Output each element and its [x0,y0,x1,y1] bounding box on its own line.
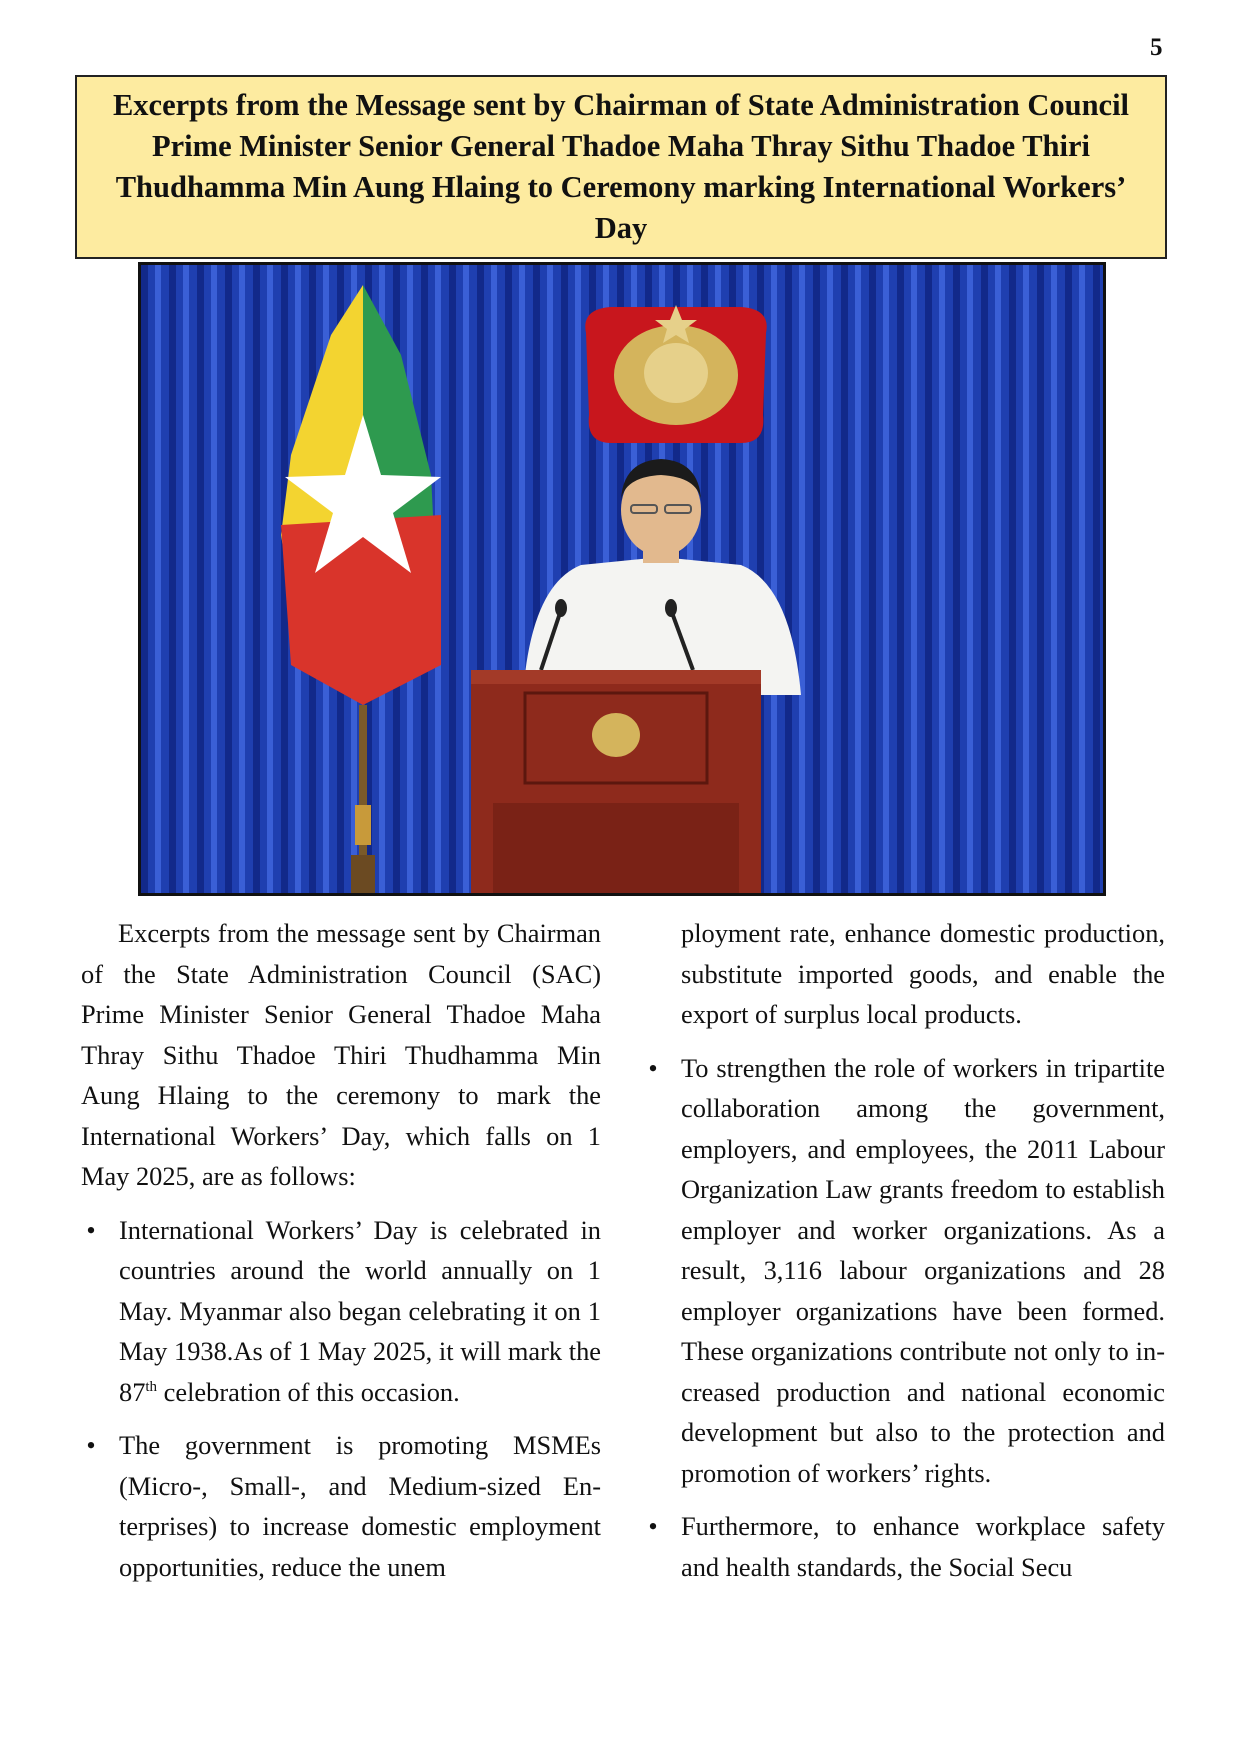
bullet-dot: • [86,1430,96,1460]
list-item [643,1506,1165,1587]
page-title: Excerpts from the Message sent by Chairman of State Administration Council Prime Minister Senior General Thadoe Maha Thray Sithu Thadoe Thiri Thudhamma Min Aung Hlaing to Ceremony marking International Workers’ Day [112,88,1130,245]
bullet-text: The government is promoting MSMEs (Micro-, Small-, and Medium-sized Enterprises) to increase domestic employment opportunities, reduce the unem [119,1430,601,1582]
bullet-text: To strengthen the role of workers in tripartite collaboration among the government, employers, and employees, the 2011 Labour Organization Law grants freedom to establish employer and worker organizations. As a result, 3,116 labour organizations and 28 employer organizations have been formed. These organizations contribute not only to increased production and national economic development but also to the protection and promotion of workers’ rights. [681,1052,1165,1488]
bullet-list-left [81,1210,601,1588]
bullet-text: celebration of this occasion. [157,1376,460,1407]
intro-paragraph: Excerpts from the message sent by Chairman of the State Administration Council (SAC) Prime Minister Senior General Thadoe Maha Thray Sithu Thadoe Thiri Thudhamma Min Aung Hlaing to the ceremony to mark the International Workers’ Day, which falls on 1 May 2025, are as follows: [81,918,601,1191]
list-item [643,1048,1165,1494]
podium [471,670,761,893]
ordinal-suffix: th [145,1378,158,1395]
list-item [81,1210,601,1413]
list-item [81,1425,601,1587]
title-box [75,75,1167,259]
left-column [81,913,601,1587]
bullet-dot: • [86,1214,96,1245]
page-number: 5 [1150,34,1163,61]
speech-photo-illustration [141,265,1103,893]
state-seal [585,305,766,443]
speech-photo [138,262,1106,896]
bullet-dot: • [648,1052,658,1083]
bullet-text: Furthermore, to enhance workplace safety and health standards, the Social Secu [681,1511,1165,1582]
bullet-list-right [643,1048,1165,1588]
right-column [643,913,1165,1587]
bullet-text: International Workers’ Day is celebrated in countries around the world annually on 1 May. Myanmar also began celebrating it on 1 May 1938.As of 1 May 2025, it will mark the 87 [119,1214,601,1407]
bullet-dot: • [648,1511,658,1541]
continued-bullet-text: ployment rate, enhance domestic production, substitute imported goods, and enable the export of surplus local products. [681,918,1165,1029]
